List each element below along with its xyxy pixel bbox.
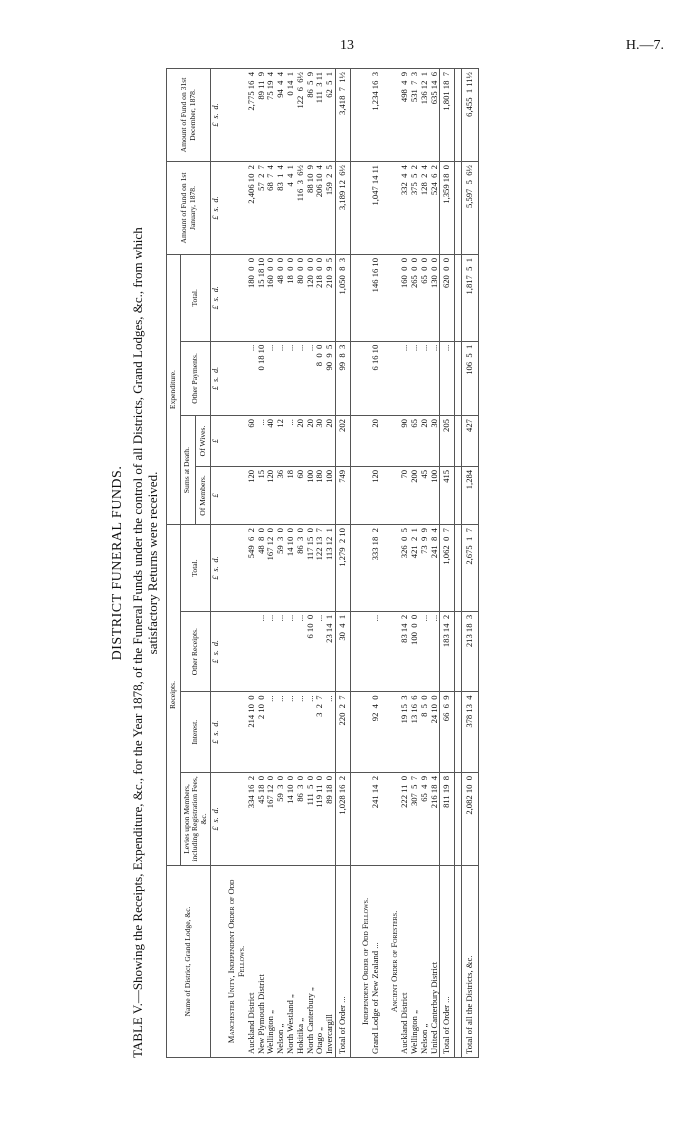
cell-end: 86 5 9 <box>306 69 316 162</box>
cell-interest: ... <box>325 692 335 773</box>
cell-wives: 30 <box>430 416 440 467</box>
cell-end: 1,801 18 7 <box>440 69 455 162</box>
cell-other-pay: ... <box>247 341 257 415</box>
cell-end: 498 4 9 <box>400 69 410 162</box>
grand-total-row <box>462 69 479 1058</box>
cell-start: 116 3 6½ <box>296 162 306 255</box>
cell-end: 1,234 16 3 <box>371 69 381 162</box>
header-total-expenditure: Total. <box>180 254 211 341</box>
rotated-table-page <box>110 58 580 1068</box>
cell-start: 57 2 7 <box>257 162 267 255</box>
row-label: Nelson „ <box>420 865 430 1057</box>
table-row <box>296 69 306 1058</box>
cell-wives: 427 <box>462 416 479 467</box>
cell-total-exp: 80 0 0 <box>296 254 306 341</box>
cell-levies: 216 18 4 <box>430 772 440 865</box>
header-other-payments: Other Payments. <box>180 341 211 415</box>
cell-interest: 220 2 7 <box>335 692 350 773</box>
table-row <box>371 69 381 1058</box>
group-heading: Manchester Unity, Independent Order of Odd Fellows. <box>223 865 247 1057</box>
cell-interest: 378 13 4 <box>462 692 479 773</box>
unit-lsd: £ s. d. <box>211 525 223 612</box>
cell-interest: 66 6 9 <box>440 692 455 773</box>
cell-members: 415 <box>440 466 455 524</box>
cell-total: 122 13 7 <box>315 525 325 612</box>
order-total-row <box>335 69 350 1058</box>
cell-end: 94 4 4 <box>276 69 286 162</box>
cell-levies: 86 3 0 <box>296 772 306 865</box>
cell-members: 749 <box>335 466 350 524</box>
cell-other: ... <box>266 611 276 692</box>
cell-members: 120 <box>247 466 257 524</box>
cell-interest: ... <box>266 692 276 773</box>
table-row <box>286 69 296 1058</box>
unit-pound: £ <box>211 466 223 524</box>
cell-members: 100 <box>325 466 335 524</box>
cell-total-exp: 130 0 0 <box>430 254 440 341</box>
cell-other: ... <box>371 611 381 692</box>
cell-members: 100 <box>306 466 316 524</box>
header-total-receipts: Total. <box>180 525 211 612</box>
header-of-members: Of Members. <box>195 466 210 524</box>
row-label: Grand Lodge of New Zealand ... <box>371 865 381 1057</box>
cell-total: 1,279 2 10 <box>335 525 350 612</box>
header-receipts: Receipts. <box>167 525 181 866</box>
cell-other: ... <box>315 611 325 692</box>
cell-other-pay: ... <box>440 341 455 415</box>
cell-total-exp: 120 0 0 <box>306 254 316 341</box>
table-row <box>430 69 440 1058</box>
cell-wives: 12 <box>276 416 286 467</box>
cell-interest: 92 4 0 <box>371 692 381 773</box>
row-label: Total of Order ... <box>335 865 350 1057</box>
cell-members: 100 <box>430 466 440 524</box>
cell-members: 36 <box>276 466 286 524</box>
cell-total: 59 3 0 <box>276 525 286 612</box>
row-label: United Canterbury District <box>430 865 440 1057</box>
cell-other-pay: 8 0 0 <box>315 341 325 415</box>
cell-other: 100 0 0 <box>410 611 420 692</box>
cell-members: 15 <box>257 466 267 524</box>
cell-end: 111 3 11 <box>315 69 325 162</box>
cell-end: 6,455 1 11½ <box>462 69 479 162</box>
group-heading: Ancient Order of Foresters. <box>386 865 400 1057</box>
row-label: Auckland District <box>400 865 410 1057</box>
table-row <box>266 69 276 1058</box>
cell-members: 200 <box>410 466 420 524</box>
cell-wives: 20 <box>296 416 306 467</box>
cell-other: 6 10 0 <box>306 611 316 692</box>
row-label: Otago „ <box>315 865 325 1057</box>
cell-start: 1,047 14 11 <box>371 162 381 255</box>
table-caption: TABLE V.—Showing the Receipts, Expenditure, &c., for the Year 1878, of the Funeral Funds under the control of all Districts, Grand Lodges, &c., from which <box>130 227 145 1058</box>
cell-other: 213 18 3 <box>462 611 479 692</box>
cell-start: 332 4 4 <box>400 162 410 255</box>
cell-other-pay: ... <box>410 341 420 415</box>
page-number: 13 <box>340 38 354 53</box>
cell-other-pay: ... <box>296 341 306 415</box>
cell-total-exp: 18 0 0 <box>286 254 296 341</box>
cell-other: ... <box>296 611 306 692</box>
cell-start: 68 7 4 <box>266 162 276 255</box>
cell-levies: 14 10 0 <box>286 772 296 865</box>
unit-lsd: £ s. d. <box>211 254 223 341</box>
cell-other: 83 14 2 <box>400 611 410 692</box>
table-row <box>400 69 410 1058</box>
table-body <box>211 69 479 1058</box>
cell-levies: 334 16 2 <box>247 772 257 865</box>
cell-end: 2,775 16 4 <box>247 69 257 162</box>
cell-members: 180 <box>315 466 325 524</box>
page-reference: H.—7. <box>625 38 664 53</box>
row-label: Hokitika „ <box>296 865 306 1057</box>
row-label: Nelson „ <box>276 865 286 1057</box>
cell-end: 3,418 7 1½ <box>335 69 350 162</box>
table-row <box>325 69 335 1058</box>
cell-total-exp: 1,050 8 3 <box>335 254 350 341</box>
unit-lsd: £ s. d. <box>211 692 223 773</box>
cell-levies: 59 3 0 <box>276 772 286 865</box>
cell-interest: 3 2 7 <box>315 692 325 773</box>
cell-start: 375 5 2 <box>410 162 420 255</box>
page-title: DISTRICT FUNERAL FUNDS. <box>110 465 125 661</box>
cell-other <box>247 611 257 692</box>
cell-start: 2,406 10 2 <box>247 162 257 255</box>
header-sums-at-death: Sums at Death. <box>180 416 195 525</box>
cell-levies: 2,082 10 0 <box>462 772 479 865</box>
cell-other-pay: ... <box>306 341 316 415</box>
cell-levies: 167 12 0 <box>266 772 276 865</box>
cell-members: 1,284 <box>462 466 479 524</box>
cell-other-pay: ... <box>430 341 440 415</box>
cell-other-pay: 106 5 1 <box>462 341 479 415</box>
cell-wives: 20 <box>371 416 381 467</box>
cell-total-exp: 15 18 10 <box>257 254 267 341</box>
row-label: Wellington „ <box>410 865 420 1057</box>
group-heading-row <box>223 69 247 1058</box>
header-of-wives: Of Wives. <box>195 416 210 467</box>
table-row <box>276 69 286 1058</box>
cell-other: 23 14 1 <box>325 611 335 692</box>
unit-lsd: £ s. d. <box>211 69 223 162</box>
cell-members: 70 <box>400 466 410 524</box>
table-row <box>306 69 316 1058</box>
cell-wives: 205 <box>440 416 455 467</box>
cell-total: 167 12 0 <box>266 525 276 612</box>
cell-levies: 65 4 9 <box>420 772 430 865</box>
spacer-row <box>455 69 462 1058</box>
header-levies: Levies upon Members, including Registration Fees, &c. <box>180 772 211 865</box>
cell-levies: 811 19 8 <box>440 772 455 865</box>
cell-wives: 20 <box>306 416 316 467</box>
cell-end: 62 5 1 <box>325 69 335 162</box>
cell-members: 18 <box>286 466 296 524</box>
cell-total: 14 10 0 <box>286 525 296 612</box>
cell-interest: 13 16 6 <box>410 692 420 773</box>
cell-other: 30 4 1 <box>335 611 350 692</box>
cell-start: 83 1 4 <box>276 162 286 255</box>
unit-lsd: £ s. d. <box>211 772 223 865</box>
cell-interest: ... <box>296 692 306 773</box>
row-label: Total of Order ... <box>440 865 455 1057</box>
cell-total: 549 6 2 <box>247 525 257 612</box>
cell-end: 122 6 6½ <box>296 69 306 162</box>
cell-total-exp: 65 0 0 <box>420 254 430 341</box>
cell-total: 48 8 0 <box>257 525 267 612</box>
cell-wives: 60 <box>247 416 257 467</box>
cell-other: ... <box>420 611 430 692</box>
cell-levies: 111 5 0 <box>306 772 316 865</box>
cell-other: 183 14 2 <box>440 611 455 692</box>
cell-members: 60 <box>296 466 306 524</box>
cell-levies: 307 5 7 <box>410 772 420 865</box>
cell-wives: 65 <box>410 416 420 467</box>
cell-start: 4 4 1 <box>286 162 296 255</box>
row-label: Total of all the Districts, &c. <box>462 865 479 1057</box>
cell-end: 136 12 1 <box>420 69 430 162</box>
cell-start: 128 2 4 <box>420 162 430 255</box>
cell-wives: 20 <box>325 416 335 467</box>
cell-total-exp: 160 0 0 <box>400 254 410 341</box>
cell-other: ... <box>430 611 440 692</box>
cell-members: 120 <box>266 466 276 524</box>
cell-total-exp: 210 9 5 <box>325 254 335 341</box>
cell-end: 635 14 6 <box>430 69 440 162</box>
cell-total-exp: 1,817 5 1 <box>462 254 479 341</box>
cell-levies: 89 18 0 <box>325 772 335 865</box>
table-caption-continued: satisfactory Returns were received. <box>145 471 160 655</box>
table-row <box>410 69 420 1058</box>
row-label: New Plymouth District <box>257 865 267 1057</box>
table-row <box>315 69 325 1058</box>
header-interest: Interest. <box>180 692 211 773</box>
cell-total: 113 12 1 <box>325 525 335 612</box>
cell-total: 2,675 1 7 <box>462 525 479 612</box>
header-other-receipts: Other Receipts. <box>180 611 211 692</box>
cell-other-pay: 90 9 5 <box>325 341 335 415</box>
cell-levies: 222 11 0 <box>400 772 410 865</box>
row-label: North Westland „ <box>286 865 296 1057</box>
cell-start: 3,189 12 6½ <box>335 162 350 255</box>
cell-interest: 19 15 3 <box>400 692 410 773</box>
cell-interest: 24 10 0 <box>430 692 440 773</box>
cell-other: ... <box>286 611 296 692</box>
cell-other: ... <box>276 611 286 692</box>
cell-other-pay: 6 16 10 <box>371 341 381 415</box>
cell-levies: 45 18 0 <box>257 772 267 865</box>
cell-wives: 40 <box>266 416 276 467</box>
header-fund-start: Amount of Fund on 1st January, 1878. <box>167 162 211 255</box>
cell-other-pay: ... <box>276 341 286 415</box>
order-total-row <box>440 69 455 1058</box>
cell-other-pay: ... <box>420 341 430 415</box>
cell-wives: ... <box>286 416 296 467</box>
cell-start: 524 6 2 <box>430 162 440 255</box>
unit-pound: £ <box>211 416 223 467</box>
cell-start: 159 2 5 <box>325 162 335 255</box>
table-row <box>257 69 267 1058</box>
cell-interest: 2 10 0 <box>257 692 267 773</box>
cell-total: 333 18 2 <box>371 525 381 612</box>
group-heading: Independent Order of Odd Fellows. <box>357 865 371 1057</box>
unit-lsd: £ s. d. <box>211 341 223 415</box>
cell-total: 86 3 0 <box>296 525 306 612</box>
cell-end: 0 14 1 <box>286 69 296 162</box>
cell-end: 75 19 4 <box>266 69 276 162</box>
cell-start: 1,359 18 0 <box>440 162 455 255</box>
table-row <box>247 69 257 1058</box>
cell-other-pay: 0 18 10 <box>257 341 267 415</box>
row-label: Invercargill <box>325 865 335 1057</box>
cell-wives: 202 <box>335 416 350 467</box>
cell-total: 117 15 0 <box>306 525 316 612</box>
cell-levies: 119 11 0 <box>315 772 325 865</box>
cell-total: 421 2 1 <box>410 525 420 612</box>
row-label: Auckland District <box>247 865 257 1057</box>
cell-start: 88 10 9 <box>306 162 316 255</box>
cell-total: 326 0 5 <box>400 525 410 612</box>
header-fund-end: Amount of Fund on 31st December, 1878. <box>167 69 211 162</box>
row-label: North Canterbury „ <box>306 865 316 1057</box>
unit-lsd: £ s. d. <box>211 162 223 255</box>
cell-members: 120 <box>371 466 381 524</box>
cell-end: 531 7 3 <box>410 69 420 162</box>
cell-total: 241 8 4 <box>430 525 440 612</box>
cell-total: 1,062 0 7 <box>440 525 455 612</box>
table-row <box>420 69 430 1058</box>
cell-wives: 20 <box>420 416 430 467</box>
cell-start: 5,597 5 6½ <box>462 162 479 255</box>
cell-other: ... <box>257 611 267 692</box>
group-heading-row <box>386 69 400 1058</box>
cell-levies: 1,028 16 2 <box>335 772 350 865</box>
cell-other-pay: ... <box>286 341 296 415</box>
group-heading-row <box>357 69 371 1058</box>
cell-total-exp: 146 16 10 <box>371 254 381 341</box>
cell-other-pay: 99 8 3 <box>335 341 350 415</box>
cell-members: 45 <box>420 466 430 524</box>
header-name: Name of District, Grand Lodge, &c. <box>167 865 211 1057</box>
cell-total-exp: 180 0 0 <box>247 254 257 341</box>
cell-interest: ... <box>286 692 296 773</box>
cell-interest: 8 5 0 <box>420 692 430 773</box>
cell-interest: ... <box>306 692 316 773</box>
cell-total-exp: 218 0 0 <box>315 254 325 341</box>
cell-end: 89 11 9 <box>257 69 267 162</box>
cell-interest: 214 10 0 <box>247 692 257 773</box>
cell-interest: ... <box>276 692 286 773</box>
cell-total-exp: 265 0 0 <box>410 254 420 341</box>
cell-wives: 90 <box>400 416 410 467</box>
cell-other-pay: ... <box>400 341 410 415</box>
cell-total-exp: 620 0 0 <box>440 254 455 341</box>
cell-levies: 241 14 2 <box>371 772 381 865</box>
units-row <box>211 69 223 1058</box>
unit-lsd: £ s. d. <box>211 611 223 692</box>
cell-other-pay: ... <box>266 341 276 415</box>
cell-total-exp: 48 0 0 <box>276 254 286 341</box>
cell-total: 73 9 9 <box>420 525 430 612</box>
funeral-funds-table <box>166 68 479 1058</box>
row-label: Wellington „ <box>266 865 276 1057</box>
cell-start: 206 10 4 <box>315 162 325 255</box>
cell-total-exp: 160 0 0 <box>266 254 276 341</box>
header-expenditure: Expenditure. <box>167 254 181 524</box>
cell-wives: 30 <box>315 416 325 467</box>
cell-wives: ... <box>257 416 267 467</box>
